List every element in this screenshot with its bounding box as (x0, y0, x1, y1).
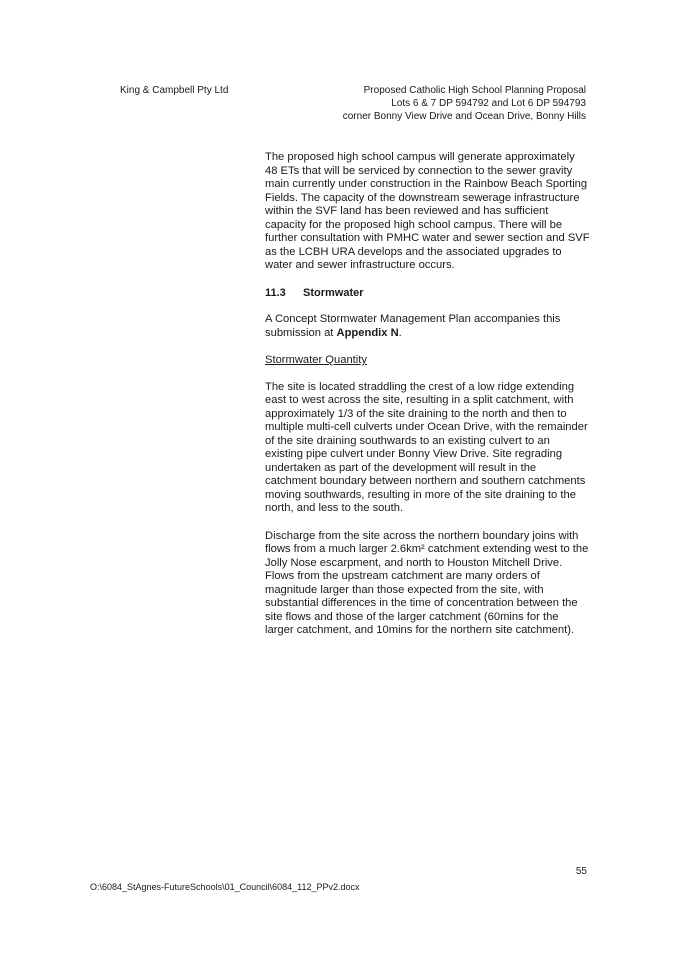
page-body (265, 151, 590, 652)
header-title-line-2: Lots 6 & 7 DP 594792 and Lot 6 DP 594793 (391, 98, 586, 109)
section-title: Stormwater (303, 286, 364, 299)
header-title-line-3: corner Bonny View Drive and Ocean Drive, Bonny Hills (342, 111, 586, 122)
paragraph-stormwater-plan (265, 313, 590, 340)
paragraph-stormwater-plan-text: A Concept Stormwater Management Plan accompanies this submission at (265, 313, 561, 339)
appendix-reference: Appendix N (336, 326, 399, 339)
header-document-title (286, 84, 586, 123)
subheading-stormwater-quantity: Stormwater Quantity (265, 354, 367, 366)
page-number: 55 (575, 866, 587, 877)
paragraph-sewer: The proposed high school campus will generate approximately 48 ETs that will be serviced by connection to the sewer gravity main currently under construction in the Rainbow Beach Sporting Fields. The capacity of the downstream sewerage infrastructure within the SVF land has been reviewed and has sufficient capacity for the proposed high school campus. There will be further consultation with PMHC water and sewer section and SVF as the LCBH URA develops and the associated upgrades to water and sewer infrastructure occurs. (265, 151, 590, 271)
paragraph-discharge: Discharge from the site across the northern boundary joins with flows from a much larger 2.6km² catchment extending west to the Jolly Nose escarpment, and north to Houston Mitchell Drive. Flows from the upstream catchment are many orders of magnitude larger than those expected from the site, with substantial differences in the time of concentration between the site flows and those of the larger catchment (60mins for the larger catchment, and 10mins for the northern site catchment). (265, 529, 589, 636)
header-title-line-1: Proposed Catholic High School Planning Proposal (363, 85, 586, 96)
paragraph-stormwater-plan-end: . (398, 326, 402, 339)
section-heading (265, 287, 590, 301)
paragraph-site-catchment: The site is located straddling the crest of a low ridge extending east to west across the site, resulting in a split catchment, with approximately 1/3 of the site draining to the north and then to multiple multi-cell culverts under Ocean Drive, with the remainder of the site draining southwards to an existing culvert to an existing pipe culvert under Bonny View Drive. Site regrading undertaken as part of the development will result in the catchment boundary between northern and southern catchments moving southwards, resulting in more of the site draining to the north, and less to the south. (265, 380, 588, 514)
section-number: 11.3 (265, 286, 286, 299)
header-company: King & Campbell Pty Ltd (120, 85, 229, 96)
footer-file-path: O:\6084_StAgnes-FutureSchools\01_Council\6084_112_PPv2.docx (90, 882, 360, 892)
